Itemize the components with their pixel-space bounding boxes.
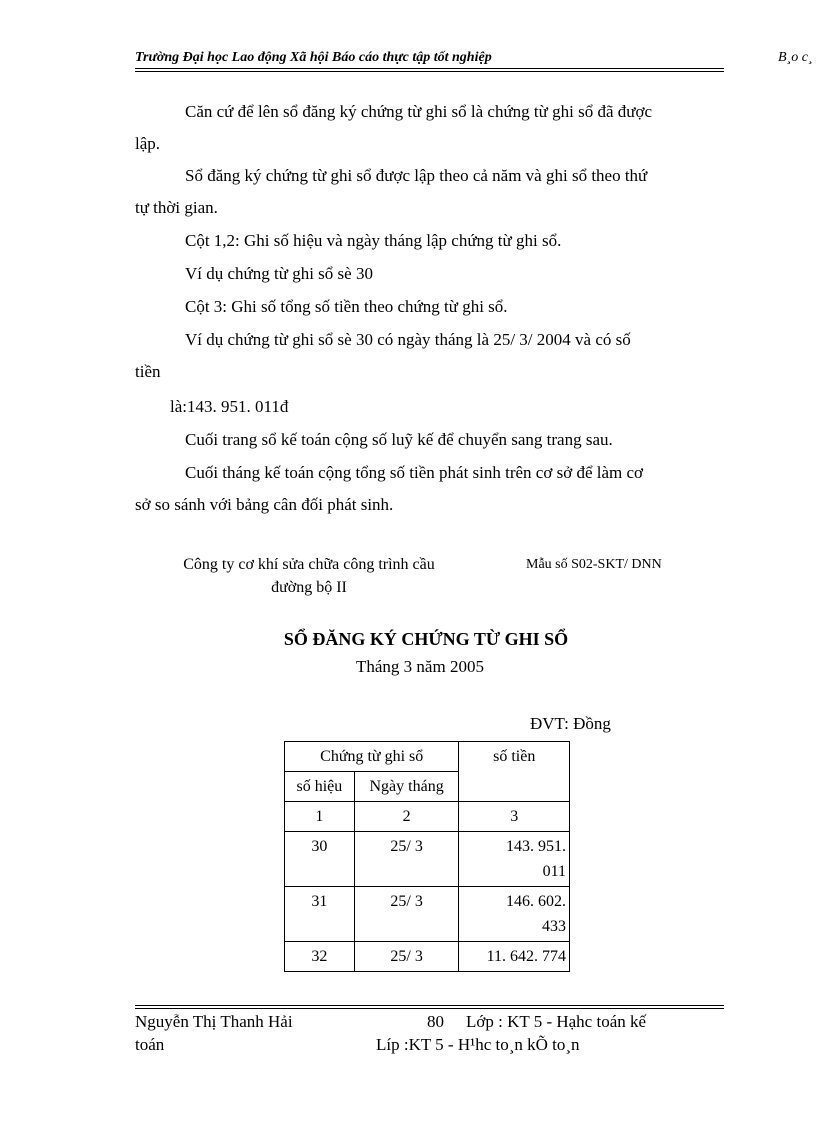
- running-header-right: B¸o c¸: [778, 50, 813, 65]
- footer-class: Lớp : KT 5 - Hạhc toán kế: [466, 1012, 647, 1031]
- paragraph-8: Cuối trang sổ kế toán cộng số luỹ kế để chuyển sang trang sau.: [185, 430, 613, 449]
- paragraph-1-line-2: lập.: [135, 134, 161, 153]
- paragraph-7: là:143. 951. 011đ: [170, 397, 289, 416]
- company-name-line-2: đường bộ II: [271, 579, 347, 596]
- paragraph-4: Ví dụ chứng từ ghi sổ sè 30: [185, 264, 373, 283]
- column-index-1: 1: [285, 802, 355, 832]
- header-rule-bottom: [135, 71, 724, 72]
- row-date: 25/ 3: [354, 942, 459, 972]
- row-amount: [459, 832, 570, 887]
- paragraph-3: Cột 1,2: Ghi số hiệu và ngày tháng lập chứng từ ghi sổ.: [185, 231, 562, 250]
- footer-author: Nguyễn Thị Thanh Hải: [135, 1012, 293, 1031]
- paragraph-9-line-2: sở so sánh với bảng cân đối phát sinh.: [135, 495, 394, 514]
- table-row: [285, 942, 570, 972]
- column-index-3: 3: [459, 802, 570, 832]
- footer-class-line-2: Líp :KT 5 - H¹hc to¸n kÕ to¸n: [376, 1035, 580, 1054]
- currency-unit: ĐVT: Đồng: [530, 714, 611, 733]
- row-amount-line-2: 433: [542, 918, 566, 935]
- ledger-period: Tháng 3 năm 2005: [356, 657, 484, 676]
- row-number: 32: [285, 942, 355, 972]
- row-amount-line-2: 011: [542, 863, 566, 880]
- paragraph-9-line-1: Cuối tháng kế toán cộng tổng số tiền phát sinh trên cơ sở để làm cơ: [185, 463, 644, 482]
- row-amount-line-1: 11. 642. 774: [486, 948, 566, 965]
- column-header-date: Ngày tháng: [354, 772, 459, 802]
- row-date: 25/ 3: [354, 832, 459, 887]
- paragraph-5: Cột 3: Ghi số tổng số tiền theo chứng từ ghi sổ.: [185, 297, 508, 316]
- row-amount-line-1: 143. 951.: [506, 838, 566, 855]
- paragraph-1-line-1: Căn cứ để lên sổ đăng ký chứng từ ghi sổ là chứng từ ghi sổ đã được: [185, 102, 653, 121]
- table-header-row: [285, 742, 570, 772]
- column-header-number: số hiệu: [285, 772, 355, 802]
- page-number: 80: [427, 1012, 444, 1031]
- column-index-2: 2: [354, 802, 459, 832]
- footer-rule-top: [135, 1005, 724, 1006]
- table-row: [285, 832, 570, 887]
- column-header-amount: số tiền: [459, 742, 570, 802]
- paragraph-2-line-2: tự thời gian.: [135, 198, 218, 217]
- footer-author-line-2: toán: [135, 1035, 165, 1054]
- form-code: Mẫu số S02-SKT/ DNN: [526, 557, 662, 572]
- table-row: [285, 887, 570, 942]
- row-amount-line-1: 146. 602.: [506, 893, 566, 910]
- row-date: 25/ 3: [354, 887, 459, 942]
- column-group-voucher: Chứng từ ghi sổ: [285, 742, 459, 772]
- row-number: 31: [285, 887, 355, 942]
- ledger-table: [284, 741, 570, 972]
- running-header: Trường Đại học Lao động Xã hội Báo cáo thực tập tốt nghiệp: [135, 50, 492, 65]
- table-index-row: [285, 802, 570, 832]
- paragraph-6-line-1: Ví dụ chứng từ ghi sổ sè 30 có ngày tháng là 25/ 3/ 2004 và có số: [185, 330, 631, 349]
- row-amount: [459, 887, 570, 942]
- header-rule-top: [135, 68, 724, 69]
- footer-rule-bottom: [135, 1008, 724, 1009]
- row-amount: [459, 942, 570, 972]
- company-name-line-1: Công ty cơ khí sửa chữa công trình cầu: [183, 556, 435, 573]
- ledger-title: SỔ ĐĂNG KÝ CHỨNG TỪ GHI SỔ: [283, 629, 569, 649]
- row-number: 30: [285, 832, 355, 887]
- paragraph-6-line-2: tiền: [135, 362, 161, 381]
- paragraph-2-line-1: Sổ đăng ký chứng từ ghi sổ được lập theo cả năm và ghi sổ theo thứ: [185, 166, 648, 185]
